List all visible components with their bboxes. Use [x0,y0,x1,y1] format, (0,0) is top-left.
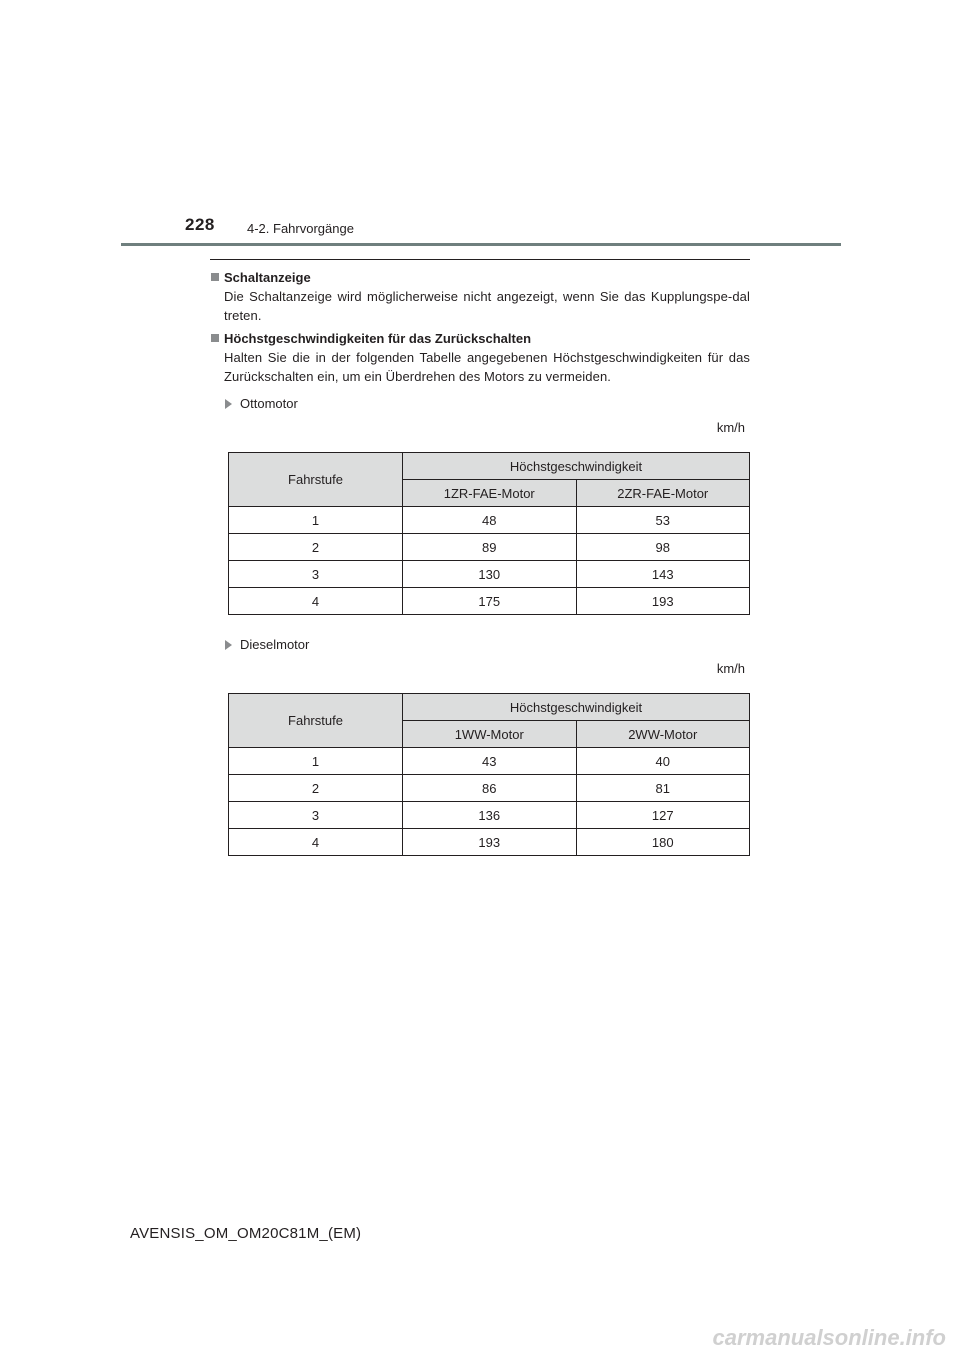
cell-speed: 130 [403,561,577,588]
cell-speed: 81 [576,775,750,802]
sub-heading-shift-indicator [210,268,750,287]
page-number: 228 [185,215,215,234]
cell-speed: 89 [403,534,577,561]
heading-text: Höchstgeschwindigkeiten für das Zurückschalten [224,331,532,346]
triangle-bullet-icon [225,640,232,650]
engine-label-text: Ottomotor [240,396,298,411]
cell-gear: 4 [229,588,403,615]
cell-speed: 43 [403,748,577,775]
unit-label: km/h [716,661,745,676]
section-title: 4-2. Fahrvorgänge [247,221,354,236]
cell-speed: 193 [576,588,750,615]
watermark: carmanualsonline.info [712,1325,946,1350]
cell-gear: 4 [229,829,403,856]
cell-speed: 136 [403,802,577,829]
header-engine-1: 1ZR-FAE-Motor [403,480,577,507]
paragraph-downshift: Halten Sie die in der folgenden Tabelle angegebenen Höchstgeschwindigkeiten für das Zurückschalten ein, um ein Überdrehen des Motors zu vermeiden. [224,350,750,384]
cell-speed: 86 [403,775,577,802]
header-engine-1: 1WW-Motor [403,721,577,748]
cell-speed: 193 [403,829,577,856]
cell-speed: 180 [576,829,750,856]
content-area [210,268,750,856]
engine-label-diesel [210,635,750,654]
cell-speed: 53 [576,507,750,534]
cell-speed: 143 [576,561,750,588]
cell-gear: 1 [229,507,403,534]
cell-speed: 127 [576,802,750,829]
cell-gear: 3 [229,561,403,588]
table-row [229,561,750,588]
speed-table-petrol [228,452,750,615]
table-row [229,802,750,829]
table-row [229,507,750,534]
engine-label-petrol [210,394,750,413]
cell-gear: 2 [229,534,403,561]
cell-speed: 48 [403,507,577,534]
header-max-speed: Höchstgeschwindigkeit [403,694,750,721]
table-row [229,534,750,561]
sub-heading-downshift [210,329,750,348]
cell-gear: 3 [229,802,403,829]
doc-code: AVENSIS_OM_OM20C81M_(EM) [130,1225,362,1242]
heading-text: Schaltanzeige [224,270,311,285]
unit-label: km/h [716,420,745,435]
paragraph-shift-indicator: Die Schaltanzeige wird möglicherweise nicht angezeigt, wenn Sie das Kupplungspe-dal treten. [224,289,750,323]
header-max-speed: Höchstgeschwindigkeit [403,453,750,480]
header-rule [121,243,841,246]
square-bullet-icon [211,273,219,281]
speed-table-diesel [228,693,750,856]
cell-speed: 175 [403,588,577,615]
table-row [229,829,750,856]
engine-label-text: Dieselmotor [240,637,310,652]
cell-gear: 2 [229,775,403,802]
table-row [229,588,750,615]
header-engine-2: 2ZR-FAE-Motor [576,480,750,507]
cell-speed: 98 [576,534,750,561]
square-bullet-icon [211,334,219,342]
header-gear: Fahrstufe [229,694,403,748]
table-row [229,775,750,802]
cell-gear: 1 [229,748,403,775]
content-rule [210,259,750,260]
header-engine-2: 2WW-Motor [576,721,750,748]
header-gear: Fahrstufe [229,453,403,507]
cell-speed: 40 [576,748,750,775]
table-row [229,748,750,775]
triangle-bullet-icon [225,399,232,409]
